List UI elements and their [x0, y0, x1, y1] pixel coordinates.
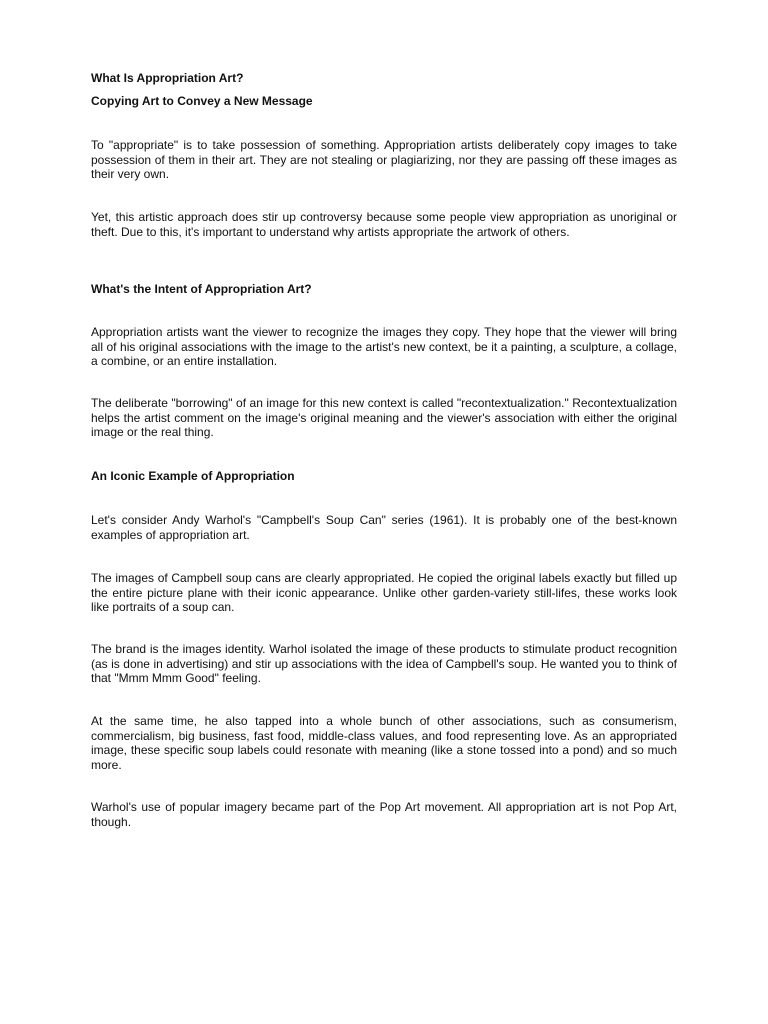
paragraph: Appropriation artists want the viewer to recognize the images they copy. They hope that the viewer will bring all of his original associations with the image to the artist's new context, be it a painting, a sculpture, a collage, a combine, or an entire installation.	[91, 325, 677, 368]
section-heading-intent: What's the Intent of Appropriation Art?	[91, 282, 312, 296]
section-heading-iconic-example: An Iconic Example of Appropriation	[91, 469, 295, 483]
paragraph: At the same time, he also tapped into a whole bunch of other associations, such as consumerism, commercialism, big business, fast food, middle-class values, and food representing love. As an appropriated image, these specific soup labels could resonate with meaning (like a stone tossed into a pond) and so much more.	[91, 714, 677, 772]
paragraph: The brand is the images identity. Warhol isolated the image of these products to stimulate product recognition (as is done in advertising) and stir up associations with the idea of Campbell's soup. He wanted you to think of that "Mmm Mmm Good" feeling.	[91, 642, 677, 685]
paragraph: Warhol's use of popular imagery became part of the Pop Art movement. All appropriation art is not Pop Art, though.	[91, 800, 677, 829]
paragraph: The images of Campbell soup cans are clearly appropriated. He copied the original labels exactly but filled up the entire picture plane with their iconic appearance. Unlike other garden-variety still-lifes, these works look like portraits of a soup can.	[91, 571, 677, 614]
paragraph: Let's consider Andy Warhol's "Campbell's Soup Can" series (1961). It is probably one of the best-known examples of appropriation art.	[91, 513, 677, 542]
paragraph: To "appropriate" is to take possession of something. Appropriation artists deliberately copy images to take possession of them in their art. They are not stealing or plagiarizing, nor they are passing off these images as their very own.	[91, 138, 677, 181]
paragraph: The deliberate "borrowing" of an image for this new context is called "recontextualization." Recontextualization helps the artist comment on the image's original meaning and the viewer's association with either the original image or the real thing.	[91, 396, 677, 439]
document-title: What Is Appropriation Art?	[91, 71, 244, 85]
document-subtitle: Copying Art to Convey a New Message	[91, 94, 313, 108]
paragraph: Yet, this artistic approach does stir up controversy because some people view appropriation as unoriginal or theft. Due to this, it's important to understand why artists appropriate the artwork of others.	[91, 210, 677, 239]
